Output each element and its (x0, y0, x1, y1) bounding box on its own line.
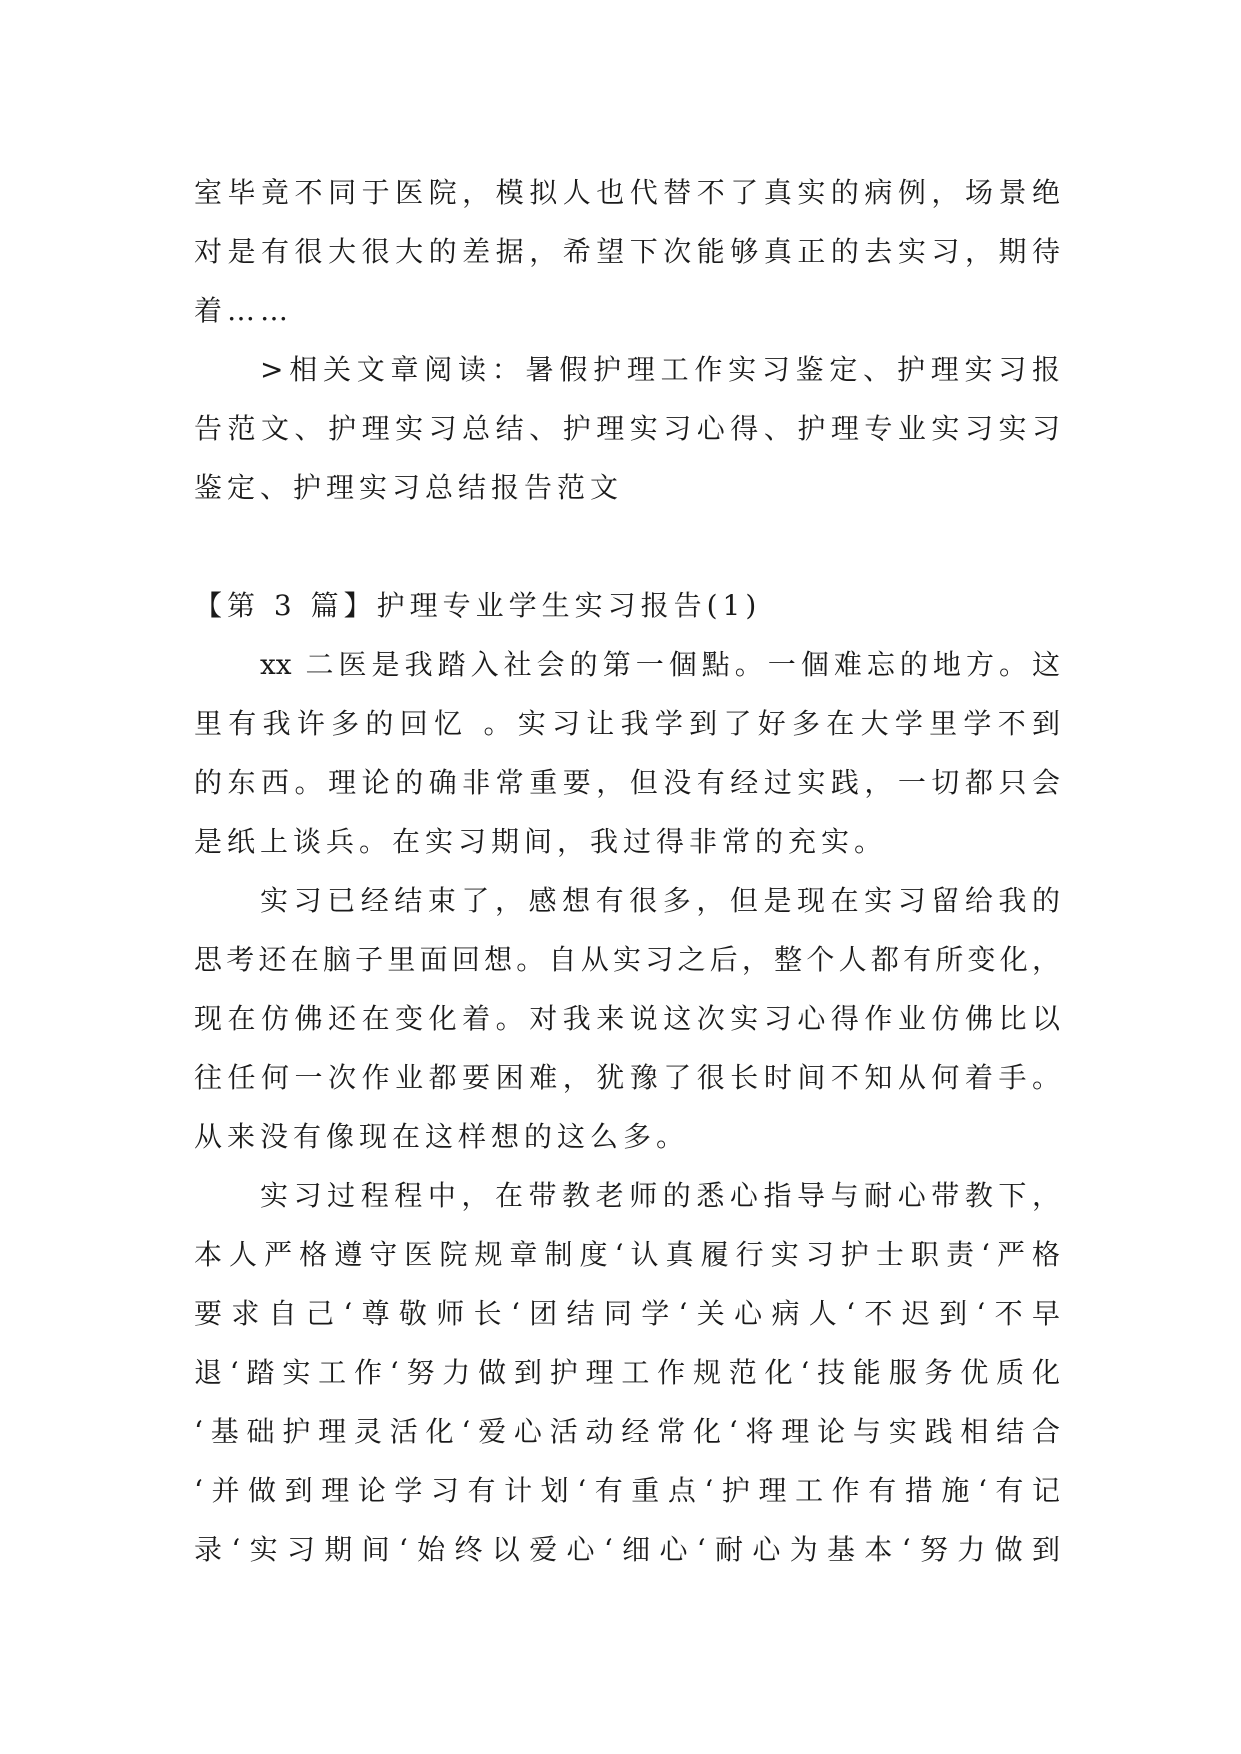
paragraph (194, 1166, 1060, 1579)
text-line: 录‘实习期间‘始终以爱心‘细心‘耐心为基本‘努力做到 (194, 1533, 1060, 1566)
text-line: ‘并做到理论学习有计划‘有重点‘护理工作有措施‘有记 (194, 1474, 1060, 1507)
paragraph (194, 163, 1060, 340)
text-line: 着…… (194, 294, 294, 327)
text-line: 往任何一次作业都要困难，犹豫了很长时间不知从何着手。 (194, 1061, 1060, 1094)
text-line: 退‘踏实工作‘努力做到护理工作规范化‘技能服务优质化 (194, 1356, 1060, 1389)
text-line: 是纸上谈兵。在实习期间，我过得非常的充实。 (194, 825, 888, 858)
text-line: 鉴定、护理实习总结报告范文 (194, 471, 624, 504)
text-line: 现在仿佛还在变化着。对我来说这次实习心得作业仿佛比以 (194, 1002, 1060, 1035)
text-line: 告范文、护理实习总结、护理实习心得、护理专业实习实习 (194, 412, 1060, 445)
text-line: 实习已经结束了，感想有很多，但是现在实习留给我的 (260, 884, 1060, 917)
text-line: 从来没有像现在这样想的这么多。 (194, 1120, 690, 1153)
text-line: 对是有很大很大的差据，希望下次能够真正的去实习，期待 (194, 235, 1060, 268)
text-line: 的东西。理论的确非常重要，但没有经过实践，一切都只会 (194, 766, 1060, 799)
text-line: xx 二医是我踏入社会的第一個點。一個难忘的地方。这 (260, 648, 1060, 681)
text-line: 要求自己‘尊敬师长‘团结同学‘关心病人‘不迟到‘不早 (194, 1297, 1060, 1330)
paragraph (194, 871, 1060, 1166)
document-body (194, 163, 1060, 1579)
text-line: ‘基础护理灵活化‘爱心活动经常化‘将理论与实践相结合 (194, 1415, 1060, 1448)
text-line: 实习过程程中，在带教老师的悉心指导与耐心带教下， (260, 1179, 1060, 1212)
article-heading: 【第 3 篇】护理专业学生实习报告(1) (194, 589, 762, 622)
text-line: >相关文章阅读：暑假护理工作实习鉴定、护理实习报 (260, 353, 1060, 386)
related-reading-paragraph (194, 340, 1060, 517)
text-line: 里有我许多的回忆 。实习让我学到了好多在大学里学不到 (194, 707, 1060, 740)
text-line: 室毕竟不同于医院，模拟人也代替不了真实的病例，场景绝 (194, 176, 1060, 209)
text-line: 思考还在脑子里面回想。自从实习之后，整个人都有所变化， (194, 943, 1060, 976)
text-line: 本人严格遵守医院规章制度‘认真履行实习护士职责‘严格 (194, 1238, 1060, 1271)
paragraph (194, 635, 1060, 871)
